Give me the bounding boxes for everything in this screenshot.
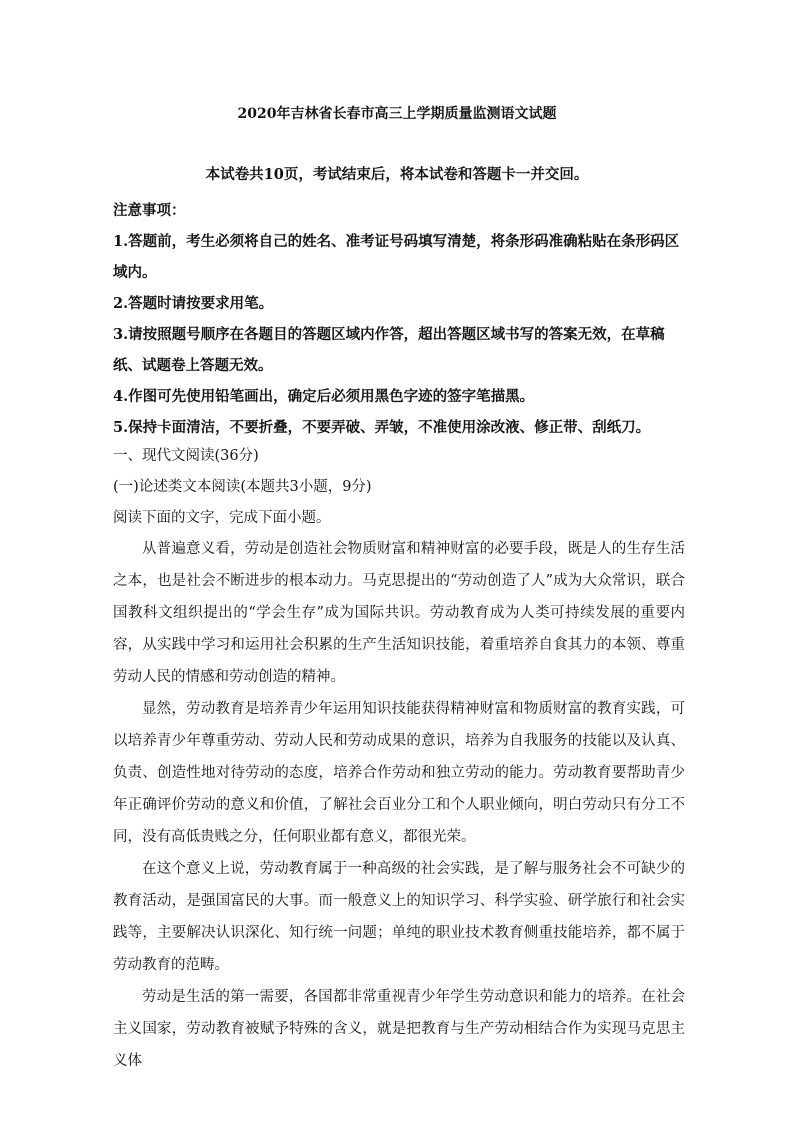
exam-intro: 本试卷共10页，考试结束后，将本试卷和答题卡一并交回。 [205,166,589,183]
note-item: 2.答题时请按要求用笔。 [113,295,274,312]
notes-heading: 注意事项： [113,202,186,219]
note-item: 3.请按照题号顺序在各题目的答题区域内作答，超出答题区域书写的答案无效，在草稿纸、试题卷上答题无效。 [113,326,665,374]
note-item: 4.作图可先使用铅笔画出，确定后必须用黑色字迹的签字笔描黑。 [113,388,535,405]
section-one [113,441,685,534]
notes-list [113,226,685,443]
note-item: 5.保持卡面清洁，不要折叠，不要弄破、弄皱，不准使用涂改液、修正带、刮纸刀。 [113,419,651,436]
section-heading: 一、现代文阅读(36分) [113,448,259,464]
passage-paragraph: 劳动是生活的第一需要，各国都非常重视青少年学生劳动意识和能力的培养。在社会主义国家，劳动教育被赋予特殊的含义，就是把教育与生产劳动相结合作为实现马克思主义体 [113,989,685,1069]
reading-instruction: 阅读下面的文字，完成下面小题。 [113,510,331,526]
passage-paragraph: 显然，劳动教育是培养青少年运用知识技能获得精神财富和物质财富的教育实践，可以培养青少年尊重劳动、劳动人民和劳动成果的意识，培养为自我服务的技能以及认真、负责、创造性地对待劳动的态度，培养合作劳动和独立劳动的能力。劳动教育要帮助青少年正确评价劳动的意义和价值，了解社会百业分工和个人职业倾向，明白劳动只有分工不同，没有高低贵贱之分，任何职业都有意义，都很光荣。 [113,701,685,845]
passage-paragraph: 从普遍意义看，劳动是创造社会物质财富和精神财富的必要手段，既是人的生存生活之本，也是社会不断进步的根本动力。马克思提出的“劳动创造了人”成为大众常识，联合国教科文组织提出的“学会生存”成为国际共识。劳动教育成为人类可持续发展的重要内容，从实践中学习和运用社会积累的生产生活知识技能，着重培养自食其力的本领、尊重劳动人民的情感和劳动创造的精神。 [113,541,685,685]
reading-passage [113,533,685,1077]
document-title: 2020年吉林省长春市高三上学期质量监测语文试题 [237,106,557,122]
passage-paragraph: 在这个意义上说，劳动教育属于一种高级的社会实践，是了解与服务社会不可缺少的教育活动，是强国富民的大事。而一般意义上的知识学习、科学实验、研学旅行和社会实践等，主要解决认识深化、知行统一问题；单纯的职业技术教育侧重技能培养，都不属于劳动教育的范畴。 [113,861,685,973]
subsection-heading: (一)论述类文本阅读(本题共3小题，9分) [113,479,372,495]
note-item: 1.答题前，考生必须将自己的姓名、准考证号码填写清楚，将条形码准确粘贴在条形码区域内。 [113,233,680,281]
